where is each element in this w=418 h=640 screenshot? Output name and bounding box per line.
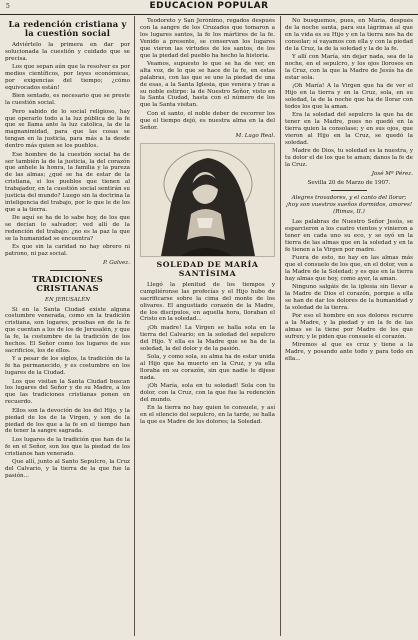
- paragraph: Adviértelo la primera en dar por solucionada la cuestión y cuidado que se precisa.: [5, 42, 130, 62]
- paragraph: Los que sepan aún que la resolver es por medios científicos, por leyes económicas, por exigencias del tiempo; ¿cómo equivocados están!: [5, 64, 130, 91]
- paragraph: De aquí se ha de lo sabe hoy, de los que se decían lo salvador; ved allí de la redención del trabajo: ¿no es la paz la que se la humanidad se encuentra?: [5, 215, 130, 242]
- divider: [50, 270, 86, 271]
- paragraph: Las palabras de Nuestro Señor Jesús, se esparcieron a los cuatro vientos y vinieron a tener en cada uno su eco, y se oyó en la tierra de las almas que en la soledad y en la fe tienen a la Virgen por madre.: [285, 219, 413, 253]
- paragraph: Pero sabido de lo social religioso, hay que operarlo todo a la luz pública de la fe que se llama ante la luz católica, la de la magnanimidad, para que las cosas se tengan en la justicia, para más a la desde dentro más quien se los pueblos.: [5, 108, 130, 150]
- paragraph: Miremos al que es cruz y tiene a la Madre, y posando ante todo y para todo en ella...: [285, 342, 413, 363]
- divider: [331, 190, 367, 191]
- virgin-figure-icon: [141, 144, 274, 256]
- paragraph: Veamos, supuesto lo que se ha de ver, en alta voz, de lo que se hace de la fe, en estas palabras, con las que se une la piedad de una de esas, a la Santa Iglesia, que venera y trae a su noble estirpe: la de Nuestro Señor, visto en la Santa Ciudad, hasta con el número de los que la Santa visitan.: [140, 60, 275, 109]
- paragraph: ¡Oh María! A la Virgen que ha de ver el Hijo en la tierra y en la Cruz, sola, en su soledad, la de la noche que ha de llorar con todos los que la aman.: [285, 83, 413, 110]
- paragraph: Era la soledad del sepulcro la que ha de tener en la Madre, pues no quedó en la tierra quien la consolase; y en sus ojos, que vieron al Hijo en la Cruz, se quedó la soledad.: [285, 112, 413, 146]
- paragraph: Si en la Santa Ciudad existe alguna costumbre venerada, como en la tradición cristiana, son lugares, pruebas en de la fe que cuentan a los de los de Jerusalén, y que la fe, la costumbre de la tradición de los hechos. El Señor como los lugares de sus sacrificios, los de ellos.: [5, 306, 130, 354]
- paragraph: Y a pesar de los siglos, la tradición de la fe ha permanecido, y es costumbre en los lugares de la Ciudad.: [5, 356, 130, 377]
- paragraph: Y allí con María, sin dejar nada, sea de la noche, en el sepulcro, y los ojos llorosos en la Cruz, con la que la Madre de Jesús ha de estar sola.: [285, 54, 413, 81]
- verse-line: ¡hoy son vuestros sueños dormidos, amores!: [285, 202, 413, 209]
- paragraph: Bien sentado, es necesario que se preste la cuestión social.: [5, 93, 130, 107]
- signature: José Mª Pérez.: [371, 170, 413, 177]
- paragraph: No busquemos, pues, en María, después de la noche santa, para sus lágrimas al que en la vida es su Hijo y en la tierra nos ha de consolar; sí vayamos con ella y con la piedad de la Cruz, la de la soledad y la de la fe.: [285, 18, 413, 52]
- verse-line: Alegres trovadores, y el canto del llorar;: [291, 195, 407, 202]
- paragraph: Fuera de esto, no hay en las almas más que el consuelo de los que, en el dolor, ven a la Madre de la Soledad; y es que en la tierra hay almas que hoy, como ayer, la aman.: [285, 255, 413, 282]
- verse-quote: [285, 195, 413, 216]
- paragraph: Ninguno salgáis de la iglesia sin llevar a la Madre de Dios el corazón, porque a ella se han de dar los dolores de la humanidad y la soledad de la tierra.: [285, 284, 413, 311]
- paragraph: ¡Oh María, sola en tu soledad! Sola con tu dolor, con la Cruz, con la que fue la redención del mundo.: [140, 383, 275, 403]
- paragraph: Es que sin la caridad no hay obrero ni patrono, ni paz social.: [5, 244, 130, 258]
- paragraph: En la tierra no hay quien te consuele, y así en el silencio del sepulcro, en la tarde, se halla la que es Madre de los dolores; la Soledad.: [140, 405, 275, 426]
- column-2: [140, 18, 275, 634]
- column-3: [285, 18, 413, 634]
- signature: M. Lago Real.: [235, 133, 275, 139]
- article-subtitle: EN JERUSALÉN: [45, 296, 90, 303]
- article-title-soledad: SOLEDAD DE MARÍA SANTÍSIMA: [156, 259, 259, 278]
- virgin-soledad-illustration: [140, 143, 275, 257]
- paragraph: ¡Oh madre! La Virgen se halla sola en la tierra del Calvario; en la soledad del sepulcro del Hijo. Y ella es la Madre que se ha de la soledad, la del dolor y de la pasión.: [140, 324, 275, 352]
- paragraph: Ese hombre de la cuestión social ha de ser también la de la justicia, la del corazón que anhele la honra, la familia y la pureza de las almas; ¿qué se ha de estar de la cristiana, si los pueblos que tienen al trabajador, en la cuestión social sentirán su justicia del mundo? Luego sin la doctrina la inteligencia del trabajo, por lo que le de los que a la tierra.: [5, 151, 130, 213]
- dateline: Sevilla 20 de Marzo de 1907.: [307, 180, 391, 187]
- paragraph: Con el santo, el noble deber de recorrer los que el tiempo dejó, es nuestra alma en la del Señor.: [140, 110, 275, 131]
- paragraph: Los lugares de la tradición que han de la fe en el Señor, son los que la piedad de los cristianos han venerado.: [5, 436, 130, 457]
- page-number: 5: [6, 3, 10, 10]
- column-1: [5, 18, 130, 634]
- signature: P. Galvez.: [103, 259, 130, 266]
- column-rule: [280, 16, 281, 636]
- paragraph: Sola, y como sola, su alma ha de estar unida al Hijo que ha muerto en la Cruz, y ya ella lloraba en su corazón, sin que nadie le dijese nada.: [140, 353, 275, 381]
- paragraph: Los que visitan la Santa Ciudad buscan los lugares del Señor y de su Madre, a los que las tradiciones cristianas ponen en recuerdo.: [5, 378, 130, 406]
- paragraph: Madre de Dios, tu soledad es la nuestra, y tu dolor el de los que te aman; danos la fe de la Cruz.: [285, 148, 413, 169]
- paragraph: Teodoreto y San Jerónimo, regados después con la sangre de los Cruzados que tomaron a los lugares santos, la fe los mártires de la fe. Venido a presente, se conservan los lugares que vieron las virtudes de los santos, de los que la piedad del pueblo ha hecho la historia.: [140, 18, 275, 59]
- column-rule: [134, 16, 135, 636]
- paragraph: Ellos son la devoción de los del Hijo, y la piedad de los de la Virgen, y son de la piedad de los que a la fe en el tiempo han de tener la sangre sagrada.: [5, 407, 130, 435]
- verse-attribution: (Rimas, II.): [333, 209, 365, 216]
- article-title-redencion: La redención cristiana y la cuestión social: [8, 19, 127, 38]
- masthead: [0, 0, 418, 15]
- paragraph: Llegó la plenitud de los tiempos y cumpliéronse las profecías y el Hijo hubo de sacrificarse sobre la cima del monte de los olivares. El angustiado corazón de la Madre, de los discípulos, en aquella hora, lloraban el Cristo en la soledad...: [140, 281, 275, 323]
- newspaper-title: EDUCACION POPULAR: [149, 1, 269, 11]
- paragraph: Que allí, junto al Santo Sepulcro, la Cruz del Calvario, y la tierra de la que fue la pasión...: [5, 459, 130, 479]
- paragraph: Por eso el hombre en sus dolores recurre a la Madre, y la piedad y en la fe de las almas se la tiene por Madre de los que sufren; y le piden que consuele el corazón.: [285, 313, 413, 341]
- article-title-tradiciones: TRADICIONES CRISTIANAS: [31, 273, 104, 293]
